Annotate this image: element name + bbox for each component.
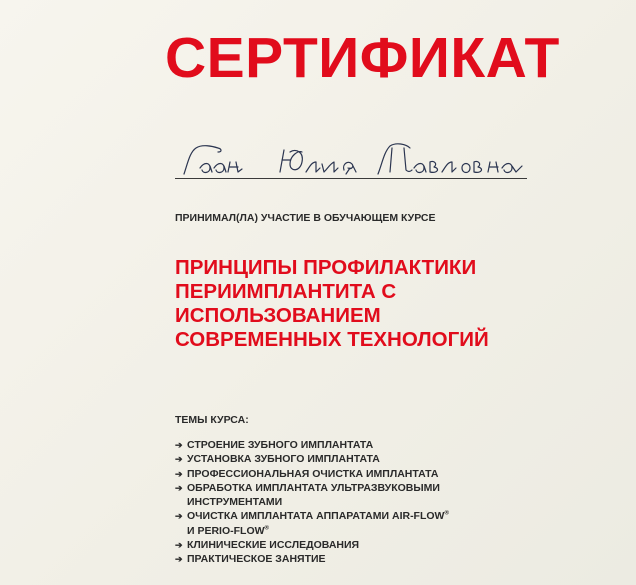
topic-item	[175, 438, 505, 452]
handwritten-participant-name	[178, 138, 528, 180]
arrow-right-icon: ➔	[175, 511, 183, 522]
arrow-right-icon: ➔	[175, 454, 183, 465]
certificate-title: СЕРТИФИКАТ	[165, 26, 560, 90]
arrow-right-icon: ➔	[175, 468, 183, 479]
topic-text: УСТАНОВКА ЗУБНОГО ИМПЛАНТАТА	[187, 453, 380, 466]
topics-list	[175, 438, 505, 567]
topic-text: СТРОЕНИЕ ЗУБНОГО ИМПЛАНТАТА	[187, 439, 374, 451]
registered-mark: ®	[264, 525, 269, 532]
topic-text-continuation	[187, 524, 505, 538]
topic-item	[175, 509, 505, 538]
topics-heading: ТЕМЫ КУРСА:	[175, 414, 249, 426]
arrow-right-icon: ➔	[175, 440, 183, 450]
topic-text: ОБРАБОТКА ИМПЛАНТАТА УЛЬТРАЗВУКОВЫМИ	[187, 481, 440, 494]
course-title-line: ИСПОЛЬЗОВАНИЕМ	[175, 304, 381, 327]
topic-item	[175, 552, 505, 566]
topic-text: КЛИНИЧЕСКИЕ ИССЛЕДОВАНИЯ	[187, 539, 360, 552]
arrow-right-icon: ➔	[175, 540, 183, 551]
course-title	[175, 256, 575, 352]
course-title-line: СОВРЕМЕННЫХ ТЕХНОЛОГИЙ	[175, 328, 489, 351]
topic-text: ОЧИСТКА ИМПЛАНТАТА АППАРАТАМИ AIR-FLOW	[187, 510, 445, 523]
topic-item	[175, 452, 505, 466]
arrow-right-icon: ➔	[175, 482, 183, 493]
topic-text: ПРОФЕССИОНАЛЬНАЯ ОЧИСТКА ИМПЛАНТАТА	[187, 467, 439, 480]
topic-text-continuation: ИНСТРУМЕНТАМИ	[187, 496, 283, 509]
participation-statement: ПРИНИМАЛ(ЛА) УЧАСТИЕ В ОБУЧАЮЩЕМ КУРСЕ	[175, 212, 436, 224]
name-underline	[175, 178, 527, 179]
topic-text: ПРАКТИЧЕСКОЕ ЗАНЯТИЕ	[187, 553, 326, 566]
topic-text: И PERIO-FLOW	[187, 524, 265, 537]
course-title-line: ПРИНЦИПЫ ПРОФИЛАКТИКИ	[175, 256, 477, 279]
topic-item	[175, 538, 505, 552]
topic-item	[175, 467, 505, 481]
arrow-right-icon: ➔	[175, 554, 183, 565]
course-title-line: ПЕРИИМПЛАНТИТА С	[175, 280, 397, 303]
topic-item	[175, 481, 505, 510]
registered-mark: ®	[444, 510, 449, 517]
